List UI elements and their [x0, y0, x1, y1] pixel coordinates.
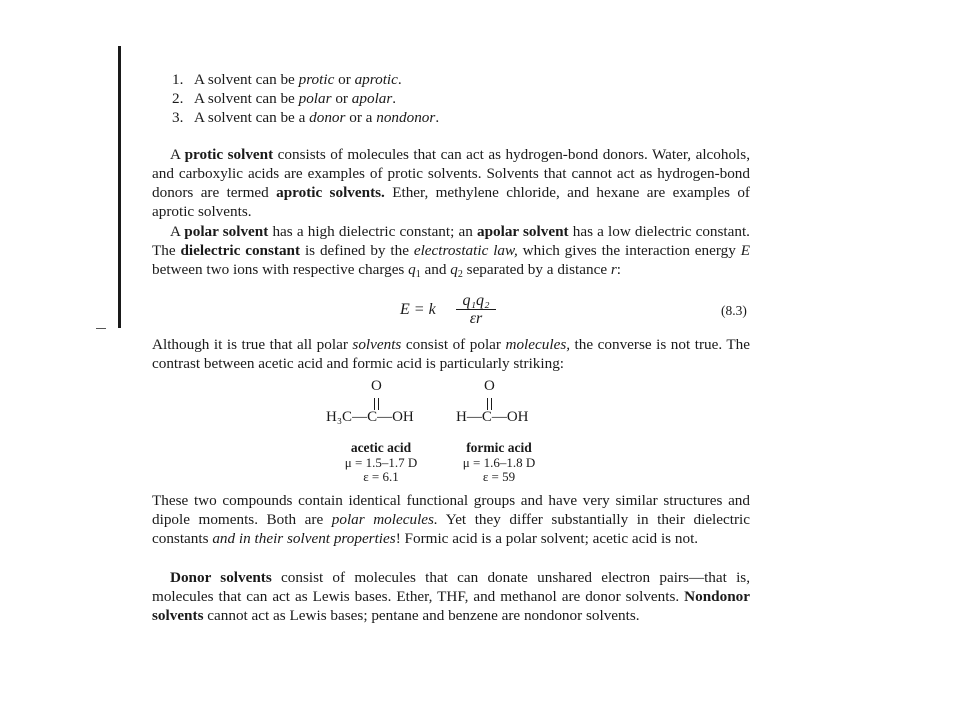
list-item: 1. A solvent can be protic or aprotic. — [172, 71, 402, 88]
list-item: 2. A solvent can be polar or apolar. — [172, 90, 397, 107]
margin-tick — [96, 328, 106, 329]
margin-bar — [118, 46, 121, 328]
donor-paragraph: Donor solvents consist of molecules that can donate unshared electron pairs—that is, molecules that can act as Lewis bases. Ether, THF, and methanol are donor solvents. Nondonor solvents cannot act as Lewis bases; pentane and benzene are nondonor solvents. — [152, 569, 750, 624]
equation-numerator: q₁q₂ — [456, 292, 496, 310]
acetic-acid-caption — [332, 440, 430, 484]
equation-lhs: E = k — [400, 301, 436, 318]
although-paragraph: Although it is true that all polar solvents consist of polar molecules, the converse is not true. The contrast between acetic acid and formic acid is particularly striking: — [152, 336, 751, 372]
list-item: 3. A solvent can be a donor or a nondonor. — [172, 109, 440, 126]
formic-acid-dielectric: ε = 59 — [482, 469, 516, 484]
polar-paragraph: A polar solvent has a high dielectric constant; an apolar solvent has a low dielectric constant. The dielectric constant is defined by the electrostatic law, which gives the interaction energy E between two ions with respective charges $q_1$ and $q_2$ separated by a distance r: — [152, 223, 750, 280]
oxygen-label: O — [371, 378, 382, 394]
equation-number: (8.3) — [721, 303, 747, 318]
protic-paragraph: A protic solvent consists of molecules that can act as hydrogen-bond donors. Water, alcohols, and carboxylic acids are examples of protic solvents. Solvents that cannot act as hydrogen-bond donors are termed aprotic solvents. Ether, methylene chloride, and hexane are examples of aprotic solvents. — [152, 146, 750, 220]
formic-chain: H—C—OH — [456, 409, 529, 425]
equation-denominator: εr — [469, 310, 483, 327]
acetic-acid-name: acetic acid — [350, 440, 412, 455]
oxygen-label: O — [484, 378, 495, 394]
solvent-property-list — [172, 70, 439, 127]
acetic-acid-dielectric: ε = 6.1 — [363, 469, 399, 484]
formic-acid-caption — [450, 440, 548, 484]
acetic-acid-dipole: μ = 1.5–1.7 D — [344, 455, 418, 470]
equation-fraction — [456, 292, 496, 328]
acetic-chain: H₃C—C—OH — [326, 409, 414, 425]
formic-acid-dipole: μ = 1.6–1.8 D — [462, 455, 536, 470]
comparison-paragraph: These two compounds contain identical functional groups and have very similar structures and dipole moments. Both are polar molecules. Yet they differ substantially in their dielectric constants and in their solvent properties! Formic acid is a polar solvent; acetic acid is not. — [152, 492, 750, 547]
formic-acid-name: formic acid — [466, 440, 532, 455]
